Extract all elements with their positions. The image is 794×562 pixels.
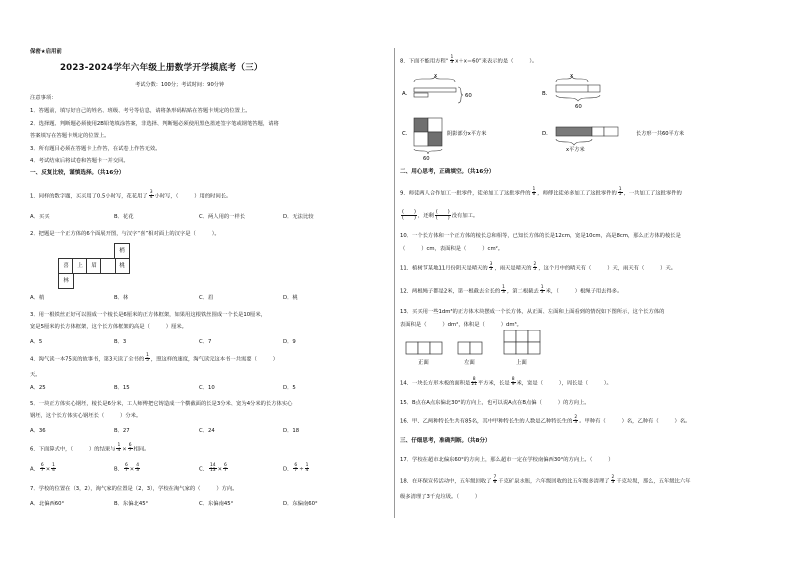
q3-option-c[interactable]: C．7 [199, 339, 212, 345]
q5-option-a[interactable]: A．36 [30, 428, 46, 434]
question-5-line2: 钢坯，这个长方体实心钢坯长（ ）分米。 [30, 413, 142, 419]
q2-option-a[interactable]: A．梢 [30, 295, 45, 301]
q5-option-b[interactable]: B．27 [114, 428, 130, 434]
question-12: 12．两根绳子都是2米，第一根截去全长的 $\frac{1}{3}$ ，第二根截去 $\frac{1}{3}$ 米，（ ）根绳子用去得多。 [400, 285, 623, 296]
q4-option-b[interactable]: B．15 [114, 385, 130, 391]
notice-item: 2．选择题、判断题必须使用2B铅笔填涂答案，非选择、判断题必须使用黑色墨迹签字笔或钢笔答题，请将 [30, 121, 279, 127]
net-cell: 桃 [114, 258, 130, 274]
section-1-title: 一、反复比较，谨慎选择。（共16分） [30, 170, 125, 176]
q7-option-d[interactable]: D．东偏南60° [283, 501, 318, 507]
net-cell: 梢 [114, 243, 130, 259]
q7-option-a[interactable]: A．北偏西60° [30, 501, 65, 507]
section-3-title: 三、仔细思考，准确判断。（共8分） [400, 438, 491, 444]
question-9-line2: $\frac{( )}{( )}$ ，还剩 $\frac{( )}{( )}$ 没有加工。 [402, 209, 479, 221]
q1-option-b[interactable]: B．花花 [114, 214, 134, 220]
question-14: 14．一块长方形木板的面积是 $\frac{8}{21}$ 平方米，长是 $\frac{8}{9}$ 米，宽是（ ），周长是（ ）。 [400, 377, 612, 388]
question-6: 6．下面算式中，（ ）的结果与 $\frac{1}{4}$ × $\frac{6}{7}$ 相同。 [30, 443, 150, 454]
q6-option-c[interactable]: C． $\frac{14}{13}$ × $\frac{6}{7}$ [199, 463, 227, 474]
top-view [504, 330, 540, 366]
section-2-title: 二、用心思考，正确填空。（共16分） [400, 169, 495, 175]
q1-option-c[interactable]: C．两人用的一样长 [199, 214, 246, 220]
view-label-left: 左面 [464, 360, 475, 366]
bar [414, 93, 428, 97]
question-9-line1: 9．师徒两人合作加工一批零件，徒弟加工了这批零件的 $\frac{1}{6}$ ，师傅比徒弟多加工了这批零件的 $\frac{1}{5}$ ，一共加工了这批零件的 [400, 187, 682, 198]
q8-60-label: 60 [575, 104, 582, 110]
question-7: 7．学校的位置在（3，2），淘气家的位置是（2，3），学校在淘气家的（ ）方向。 [30, 486, 238, 492]
q1-option-a[interactable]: A．买买 [30, 214, 50, 220]
net-cell [100, 258, 116, 274]
q7-option-b[interactable]: B．东偏北45° [114, 501, 149, 507]
question-13-line2: 表面积是（ ）dm²，体积是（ ）dm³。 [400, 322, 522, 328]
notice-item: 1．答题前，填写好自己的姓名、班级、考号等信息，请将条形码粘贴在答题卡规定的位置上。 [30, 108, 251, 114]
q2-option-c[interactable]: C．眉 [199, 295, 214, 301]
exam-info: 考试分数：100分；考试时间：90分钟 [135, 82, 225, 88]
net-cell: 林 [58, 273, 74, 289]
q6-option-d[interactable]: D． $\frac{6}{7}$ ÷ $\frac{1}{4}$ [283, 463, 309, 474]
q2-option-d[interactable]: D．桃 [283, 295, 298, 301]
notice-item: 3．所有题目必须在答题卡上作答，在试卷上作答无效。 [30, 146, 161, 152]
right-column [400, 0, 772, 562]
fraction: $\frac{3}{4}$ [149, 190, 153, 201]
fraction: $\frac{1}{5}$ [146, 353, 149, 364]
answer-blank[interactable]: $\frac{( )}{( )}$ [435, 209, 450, 221]
question-5-line1: 5．一块正方体实心钢坯，棱长是6分米，工人师傅把它铸造成一个横截面的长是3分米、宽为4分米的长方体实心 [30, 401, 293, 407]
secret-label: 保密★启用前 [30, 49, 62, 55]
brace [458, 87, 463, 103]
q8-60-label: 60 [423, 156, 430, 160]
question-10-line1: 10．一个长方体和一个正方体的棱长总和相等，已知长方体的长是12cm，宽是10cm，高是8cm，那么正方体的棱长是 [400, 233, 681, 239]
left-column [30, 0, 402, 562]
question-16: 16．甲、乙两种特长生共有85名，其中甲种特长生的人数是乙种特长生的 $\frac{2}{3}$ 。甲种有（ ）名，乙种有（ ）名。 [400, 415, 691, 426]
q3-option-d[interactable]: D．9 [283, 339, 296, 345]
q8-d-text: 长方形一共60平方米 [636, 131, 685, 137]
q4-option-a[interactable]: A．25 [30, 385, 46, 391]
column-divider [394, 48, 395, 518]
view-label-front: 正面 [418, 360, 429, 366]
question-4-line2: 天。 [30, 372, 41, 378]
view-label-top: 上面 [516, 360, 527, 366]
q4-option-c[interactable]: C．10 [199, 385, 215, 391]
net-cell: 眉 [86, 258, 102, 274]
left-view [458, 342, 482, 366]
brace [556, 76, 588, 82]
notice-item: 4．考试结束后将试卷和答题卡一并交回。 [30, 158, 129, 164]
three-views [400, 330, 600, 376]
question-13-line1: 13．买买用一些1dm³的正方体木块摆成一个长方体，从正面、左面和上面看到的情况如下图所示，这个长方体的 [400, 309, 665, 315]
brace [556, 95, 600, 101]
question-4-line1: 4．淘气读一本75页的故事书，第3天读了全书的 $\frac{1}{5}$ ，照这样的速度，淘气读完这本书一共需要（ ） [30, 353, 279, 364]
q6-option-b[interactable]: B． $\frac{6}{7}$ × $\frac{4}{3}$ [114, 463, 139, 474]
notice-title: 注意事项： [30, 95, 57, 101]
bar [556, 85, 600, 92]
q8-60-label: 60 [465, 93, 472, 99]
notice-item: 答案填写在答题卡规定的位置上。 [30, 133, 110, 139]
q7-option-c[interactable]: C．东偏南45° [199, 501, 234, 507]
question-10-line2: （ ）cm，表面积是（ ）cm²。 [400, 246, 504, 252]
question-2: 2．把题是一个正方体的6个面展开图，与汉字“喜”相对面上的汉字是（ ）。 [30, 231, 220, 237]
question-15: 15．B点在A点东偏北30°的方向上，也可以说A点在B点偏（ ）的方向上。 [400, 400, 590, 406]
answer-blank[interactable]: $\frac{( )}{( )}$ [402, 209, 416, 221]
q8-label-d: D． [542, 131, 552, 137]
net-cell: 喜 [58, 258, 74, 274]
net-cell: 上 [72, 258, 88, 274]
question-18-line2: 级多清理了3千克垃圾。（ ） [400, 494, 481, 500]
q2-option-b[interactable]: B．林 [114, 295, 129, 301]
q3-option-b[interactable]: B．3 [114, 339, 127, 345]
question-17: 17．学校在超市北偏东60°的方向上，那么超市一定在学校南偏西30°的方向上。（ ） [400, 457, 614, 463]
page-title: 2023-2024学年六年级上册数学开学摸底考（三） [60, 63, 263, 73]
question-1: 1．同样的数字题，买买用了0.5小时写，花花用了 $\frac{3}{4}$ 小时写，（ ）用的时间长。 [30, 190, 232, 201]
q5-option-c[interactable]: C．24 [199, 428, 215, 434]
q8-label-c: C． [402, 131, 412, 137]
q8-label-b: B． [542, 91, 552, 97]
front-view [406, 342, 442, 366]
question-3-line2: 宽是5厘米的长方体框架，这个长方体框架的高是（ ）厘米。 [30, 324, 187, 330]
q8-diagrams [400, 70, 772, 160]
q8-x-label: x [434, 73, 438, 79]
bar [414, 88, 456, 92]
q8-label-a: A． [402, 91, 412, 97]
question-11: 11．植树节某地11月份阴天是晴天的 $\frac{3}{5}$ ，雨天是晴天的 $\frac{2}{5}$ ，这个月中的晴天有（ ）天，雨天有（ ）天。 [400, 262, 677, 273]
q8-c-text: 阴影部分x平方米 [447, 131, 487, 137]
question-8: 8．下面不能用方程“ $\frac{1}{3}$ x＋x＝60”来表示的是（ ）。 [400, 55, 538, 66]
q8-d-sub: x平方米 [566, 147, 585, 153]
q5-option-d[interactable]: D．18 [283, 428, 300, 434]
q1-option-d[interactable]: D．无法比较 [283, 214, 314, 220]
q3-option-a[interactable]: A．5 [30, 339, 43, 345]
q4-option-d[interactable]: D．5 [283, 385, 296, 391]
q8-x-label: x [570, 73, 574, 79]
question-18-line1: 18．在环保宣传活动中，五年级回收了 $\frac{7}{6}$ 千克矿泉水瓶，六年级回收的比五年级多清理了 $\frac{2}{3}$ 千克垃圾，那么，五年级比六年 [400, 475, 691, 486]
question-3-line1: 3．用一根铁丝正好可以围成一个棱长是6厘米的正方体框架，如果用这根铁丝围成一个长是10厘米， [30, 312, 266, 318]
q6-option-a[interactable]: A． $\frac{6}{7}$ × $\frac{1}{4}$ [30, 463, 55, 474]
